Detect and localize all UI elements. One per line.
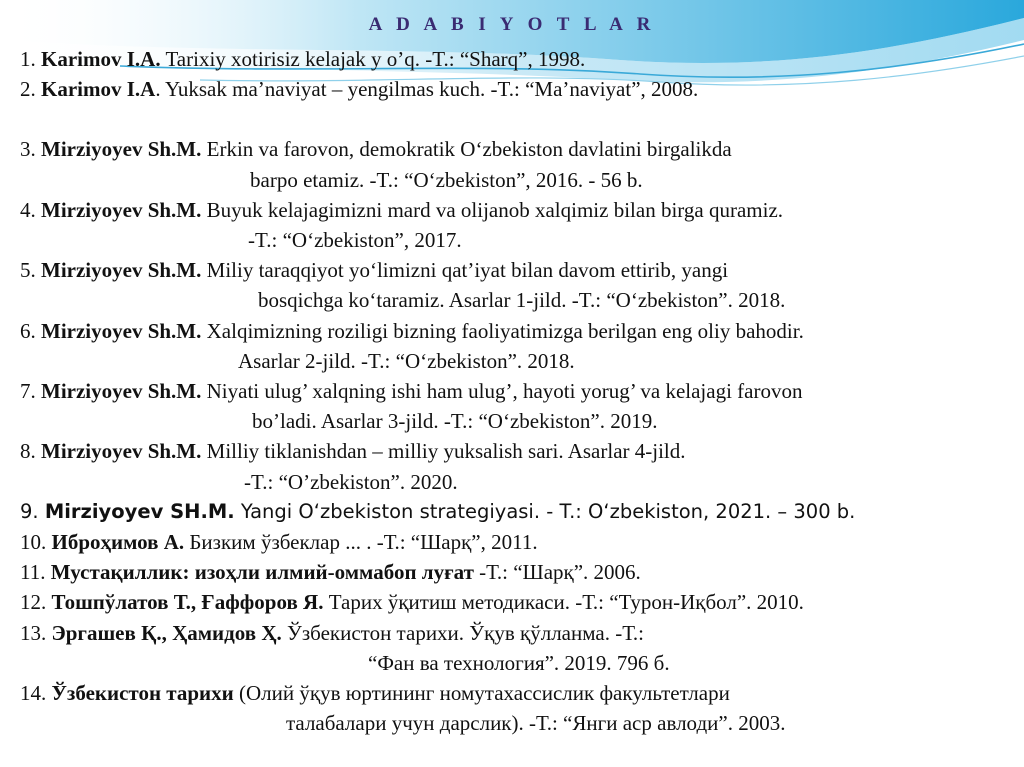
entry-text: . Yuksak ma’naviyat – yengilmas kuch. -T.: “Ma’naviyat”, 2008. [155,77,699,102]
bibliography-entry-8 [20,436,1010,496]
entry-author: Тошпўлатов Т., Ғаффоров Я. [51,590,324,615]
entry-author: Karimov I.A. [41,47,161,71]
entry-number: 4. [20,197,36,222]
bibliography-entry-9 [20,497,1010,527]
entry-text: Buyuk kelajagimizni mard va olijanob xalqimiz bilan birga quramiz. [201,197,784,222]
entry-author: Mirziyoyev Sh.M. [41,137,202,162]
entry-text: Miliy taraqqiyot yo‘limizni qat’iyat bilan davom ettirib, yangi [201,258,729,283]
entry-number: 3. [20,137,36,162]
entry-text: Erkin va farovon, demokratik O‘zbekiston davlatini birgalikda [201,137,732,162]
bibliography-entry-3 [20,134,1010,194]
entry-author: Эргашев Қ., Ҳамидов Ҳ. [51,620,282,645]
entry-author: Mirziyoyev Sh.M. [41,439,202,464]
entry-author: Mirziyoyev Sh.M. [41,379,202,404]
bibliography-entry-13 [20,618,1010,678]
entry-text: Niyati ulug’ xalqning ishi ham ulug’, hayoti yorug’ va kelajagi farovon [201,379,803,404]
page-title: A D A B I Y O T L A R [368,14,656,35]
entry-author: Mirziyoyev Sh.M. [41,197,202,222]
entry-author: Mirziyoyev Sh.M. [41,318,202,343]
entry-author: Mirziyoyev Sh.M. [41,258,202,283]
entry-continuation: “Фан ва технология”. 2019. 796 б. [368,650,670,675]
entry-continuation: bo’ladi. Asarlar 3-jild. -T.: “O‘zbekiston”. 2019. [252,409,658,434]
entry-number: 5. [20,258,36,283]
bibliography-entry-7 [20,376,1010,436]
entry-continuation: barpo etamiz. -T.: “O‘zbekiston”, 2016. - 56 b. [250,167,643,192]
entry-continuation: -T.: “O’zbekiston”. 2020. [244,469,458,494]
entry-number: 12. [20,590,47,615]
bibliography-entry-1 [20,44,1010,74]
entry-number: 8. [20,439,36,464]
bibliography-entry-10 [20,527,1010,557]
entry-text: Xalqimizning roziligi bizning faoliyatimizga berilgan eng oliy bahodir. [201,318,804,343]
bibliography-entry-6 [20,316,1010,376]
entry-number: 11. [20,560,46,585]
entry-text: Tarixiy xotirisiz kelajak y o’q. -T.: “Sharq”, 1998. [160,47,586,71]
entry-author: Мустақиллик: изоҳли илмий-оммабоп луғат [50,560,474,585]
entry-number: 6. [20,318,36,343]
entry-text: (Олий ўқув юртининг номутахассислик факультетлари [233,681,730,706]
entry-author: Иброҳимов А. [51,530,185,555]
bibliography-list [20,44,1010,738]
bibliography-entry-4 [20,195,1010,255]
entry-number: 2. [20,77,36,102]
entry-continuation: Asarlar 2-jild. -T.: “O‘zbekiston”. 2018. [238,348,575,373]
entry-author: Karimov I.A [41,77,156,102]
entry-text: Тарих ўқитиш методикаси. -Т.: “Турон-Иқбол”. 2010. [323,590,804,615]
bibliography-entry-2 [20,74,1010,104]
bibliography-entry-5 [20,255,1010,315]
entry-number: 13. [20,620,47,645]
entry-text: Milliy tiklanishdan – milliy yuksalish sari. Asarlar 4-jild. [201,439,686,464]
entry-author: Mirziyoyev SH.M. [44,499,235,523]
bibliography-entry-14 [20,678,1010,738]
entry-number: 9. [20,499,39,523]
entry-text: Бизким ўзбеклар ... . -Т.: “Шарқ”, 2011. [184,530,538,555]
bibliography-entry-12 [20,587,1010,617]
entry-continuation: талабалари учун дарслик). -Т.: “Янги аср авлоди”. 2003. [286,711,786,736]
entry-number: 7. [20,379,36,404]
entry-number: 14. [20,681,47,706]
entry-continuation: bosqichga ko‘taramiz. Asarlar 1-jild. -T.: “O‘zbekiston”. 2018. [258,288,786,313]
entry-text: Ўзбекистон тарихи. Ўқув қўлланма. -Т.: [281,620,645,645]
entry-author: Ўзбекистон тарихи [51,681,234,706]
entry-number: 1. [20,47,36,71]
entry-continuation: -T.: “O‘zbekiston”, 2017. [248,228,462,253]
entry-number: 10. [20,530,47,555]
spacer [20,104,1010,134]
bibliography-entry-11 [20,557,1010,587]
entry-text: Yangi O‘zbekiston strategiyasi. - T.: O‘zbekiston, 2021. – 300 b. [234,499,856,523]
entry-text: -Т.: “Шарқ”. 2006. [473,560,641,585]
